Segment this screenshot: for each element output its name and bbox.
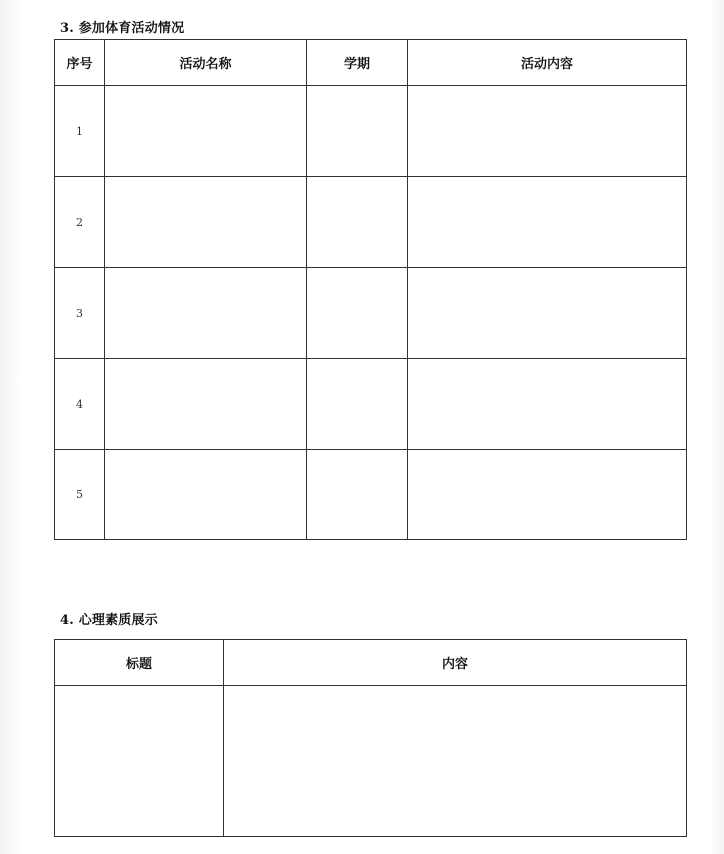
table-row [55,450,687,540]
table-header-row [55,640,687,686]
header-index: 序号 [55,40,105,86]
table-row [55,86,687,177]
table-row [55,359,687,450]
page-right-shadow [710,0,724,854]
header-activity-name: 活动名称 [105,40,307,86]
page-left-shadow [0,0,20,854]
activity-content-cell[interactable] [408,86,687,177]
row-index: 2 [55,177,105,268]
header-activity-content: 活动内容 [408,40,687,86]
activity-name-cell[interactable] [105,359,307,450]
table-row [55,686,687,837]
table-header-row [55,40,687,86]
table-row [55,177,687,268]
row-index: 3 [55,268,105,359]
activity-content-cell[interactable] [408,177,687,268]
term-cell[interactable] [307,86,408,177]
activity-content-cell[interactable] [408,450,687,540]
header-term: 学期 [307,40,408,86]
term-cell[interactable] [307,359,408,450]
title-cell[interactable] [55,686,224,837]
row-index: 1 [55,86,105,177]
row-index: 5 [55,450,105,540]
sports-activities-table [54,39,687,540]
activity-content-cell[interactable] [408,359,687,450]
activity-content-cell[interactable] [408,268,687,359]
activity-name-cell[interactable] [105,450,307,540]
activity-name-cell[interactable] [105,177,307,268]
term-cell[interactable] [307,450,408,540]
activity-name-cell[interactable] [105,268,307,359]
section-3-title: 3. 参加体育活动情况 [60,21,185,36]
table-row [55,268,687,359]
header-title: 标题 [55,640,224,686]
psychological-quality-table [54,639,687,837]
row-index: 4 [55,359,105,450]
activity-name-cell[interactable] [105,86,307,177]
term-cell[interactable] [307,177,408,268]
section-4-title: 4. 心理素质展示 [60,613,158,628]
term-cell[interactable] [307,268,408,359]
content-cell[interactable] [224,686,687,837]
header-content: 内容 [224,640,687,686]
